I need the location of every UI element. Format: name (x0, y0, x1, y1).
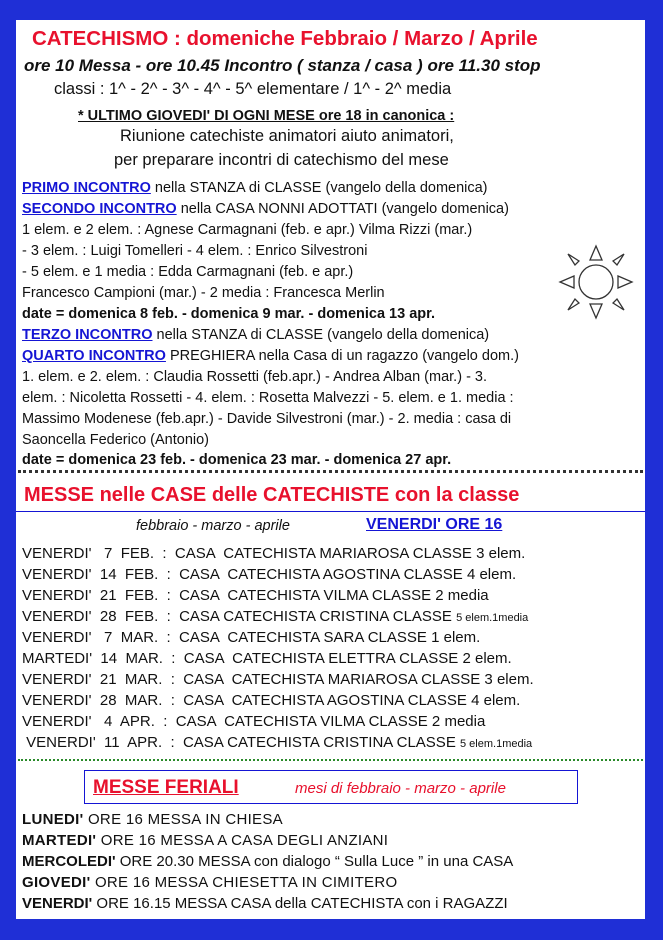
terzo-incontro-label[interactable]: TERZO INCONTRO (22, 327, 153, 343)
messe-row-text: VENERDI' 4 APR. : CASA CATECHISTA VILMA CLASSE 2 media (22, 713, 486, 730)
section-divider-1 (18, 470, 643, 473)
section-rule (16, 511, 645, 512)
classes-line: classi : 1^ - 2^ - 3^ - 4^ - 5^ elementare / 1^ - 2^ media (54, 80, 452, 98)
terzo-incontro-text: nella STANZA di CLASSE (vangelo della domenica) (152, 327, 490, 343)
feriali-row (22, 811, 283, 828)
messe-row (22, 587, 489, 604)
secondo-incontro-label[interactable]: SECONDO INCONTRO (22, 201, 177, 217)
messe-row (22, 545, 525, 562)
feriali-row (22, 874, 397, 891)
messe-row-text: VENERDI' 11 APR. : CASA CATECHISTA CRISTINA CLASSE (22, 734, 460, 751)
feriali-text: ORE 20.30 MESSA con dialogo “ Sulla Luce ” in una CASA (115, 853, 514, 870)
feriali-text: ORE 16 MESSA CHIESETTA IN CIMITERO (90, 874, 398, 891)
messe-row (22, 671, 534, 688)
sun-icon (554, 240, 638, 324)
feriali-day: GIOVEDI' (22, 874, 91, 891)
messe-row-text: VENERDI' 7 FEB. : CASA CATECHISTA MARIAROSA CLASSE 3 elem. (22, 545, 526, 562)
feriali-text: ORE 16 MESSA A CASA DEGLI ANZIANI (96, 832, 389, 849)
messe-row (22, 734, 532, 751)
messe-row-text: MARTEDI' 14 MAR. : CASA CATECHISTA ELETTRA CLASSE 2 elem. (22, 650, 512, 667)
messe-feriali-box (84, 770, 578, 804)
messe-row-text: VENERDI' 7 MAR. : CASA CATECHISTA SARA CLASSE 1 elem. (22, 629, 481, 646)
feriali-row (22, 832, 388, 849)
secondo-line-1: 1 elem. e 2 elem. : Agnese Carmagnani (feb. e apr.) Vilma Rizzi (mar.) (22, 222, 473, 238)
quarto-line-4: Saoncella Federico (Antonio) (22, 432, 209, 448)
feriali-text: ORE 16 MESSA IN CHIESA (83, 811, 283, 828)
terzo-incontro-line (22, 327, 489, 343)
schedule-line: ore 10 Messa - ore 10.45 Incontro ( stanza / casa ) ore 11.30 stop (24, 56, 541, 75)
messe-row (22, 608, 528, 625)
bulletin-page (16, 20, 645, 919)
messe-feriali-subtitle: mesi di febbraio - marzo - aprile (295, 780, 506, 797)
messe-row-text: VENERDI' 28 FEB. : CASA CATECHISTA CRISTINA CLASSE (22, 608, 457, 625)
feriali-row (22, 853, 513, 870)
catechismo-title: CATECHISMO : domeniche Febbraio / Marzo / Aprile (32, 27, 538, 50)
feriali-day: LUNEDI' (22, 811, 84, 828)
quarto-line-1: 1. elem. e 2. elem. : Claudia Rossetti (feb.apr.) - Andrea Alban (mar.) - 3. (22, 369, 488, 385)
messe-row (22, 692, 520, 709)
primo-incontro-text: nella STANZA di CLASSE (vangelo della domenica) (150, 180, 488, 196)
messe-case-months: febbraio - marzo - aprile (136, 518, 290, 534)
feriali-day: MERCOLEDI' (22, 853, 116, 870)
feriali-day: VENERDI' (22, 895, 93, 912)
quarto-incontro-text: PREGHIERA nella Casa di un ragazzo (vangelo dom.) (165, 348, 519, 364)
messe-row-class: 5 elem.1media (456, 612, 529, 624)
feriali-day: MARTEDI' (22, 832, 97, 849)
secondo-line-2: - 3 elem. : Luigi Tomelleri - 4 elem. : Enrico Silvestroni (22, 243, 368, 259)
quarto-line-2: elem. : Nicoletta Rossetti - 4. elem. : Rosetta Malvezzi - 5. elem. e 1. media : (22, 390, 514, 406)
feriali-row (22, 895, 508, 912)
meeting-line-1: Riunione catechiste animatori aiuto animatori, (120, 127, 454, 145)
feriali-text: ORE 16.15 MESSA CASA della CATECHISTA con i RAGAZZI (92, 895, 508, 912)
messe-feriali-title: MESSE FERIALI (93, 777, 239, 798)
quarto-incontro-label[interactable]: QUARTO INCONTRO (22, 348, 166, 364)
messe-row-text: VENERDI' 28 MAR. : CASA CATECHISTA AGOSTINA CLASSE 4 elem. (22, 692, 521, 709)
messe-row (22, 629, 480, 646)
secondo-line-4: Francesco Campioni (mar.) - 2 media : Francesca Merlin (22, 285, 385, 301)
messe-case-time: VENERDI' ORE 16 (366, 516, 503, 533)
secondo-line-3: - 5 elem. e 1 media : Edda Carmagnani (feb. e apr.) (22, 264, 354, 280)
date-line-2: date = domenica 23 feb. - domenica 23 mar. - domenica 27 apr. (22, 452, 452, 468)
meeting-line-2: per preparare incontri di catechismo del mese (114, 151, 449, 169)
messe-row-class: 5 elem.1media (460, 738, 533, 750)
messe-row-text: VENERDI' 14 FEB. : CASA CATECHISTA AGOSTINA CLASSE 4 elem. (22, 566, 517, 583)
messe-row (22, 566, 516, 583)
secondo-incontro-line (22, 201, 509, 217)
secondo-incontro-text: nella CASA NONNI ADOTTATI (vangelo domenica) (176, 201, 509, 217)
messe-case-title: MESSE nelle CASE delle CATECHISTE con la classe (24, 484, 520, 506)
date-line-1: date = domenica 8 feb. - domenica 9 mar. - domenica 13 apr. (22, 306, 435, 322)
primo-incontro-line (22, 180, 488, 196)
messe-row (22, 713, 485, 730)
messe-row-text: VENERDI' 21 MAR. : CASA CATECHISTA MARIAROSA CLASSE 3 elem. (22, 671, 534, 688)
quarto-incontro-line (22, 348, 519, 364)
messe-row (22, 650, 512, 667)
section-divider-2 (18, 759, 643, 761)
quarto-line-3: Massimo Modenese (feb.apr.) - Davide Silvestroni (mar.) - 2. media : casa di (22, 411, 512, 427)
messe-row-text: VENERDI' 21 FEB. : CASA CATECHISTA VILMA CLASSE 2 media (22, 587, 489, 604)
meeting-title: * ULTIMO GIOVEDI' DI OGNI MESE ore 18 in canonica : (78, 108, 455, 124)
primo-incontro-label[interactable]: PRIMO INCONTRO (22, 180, 151, 196)
